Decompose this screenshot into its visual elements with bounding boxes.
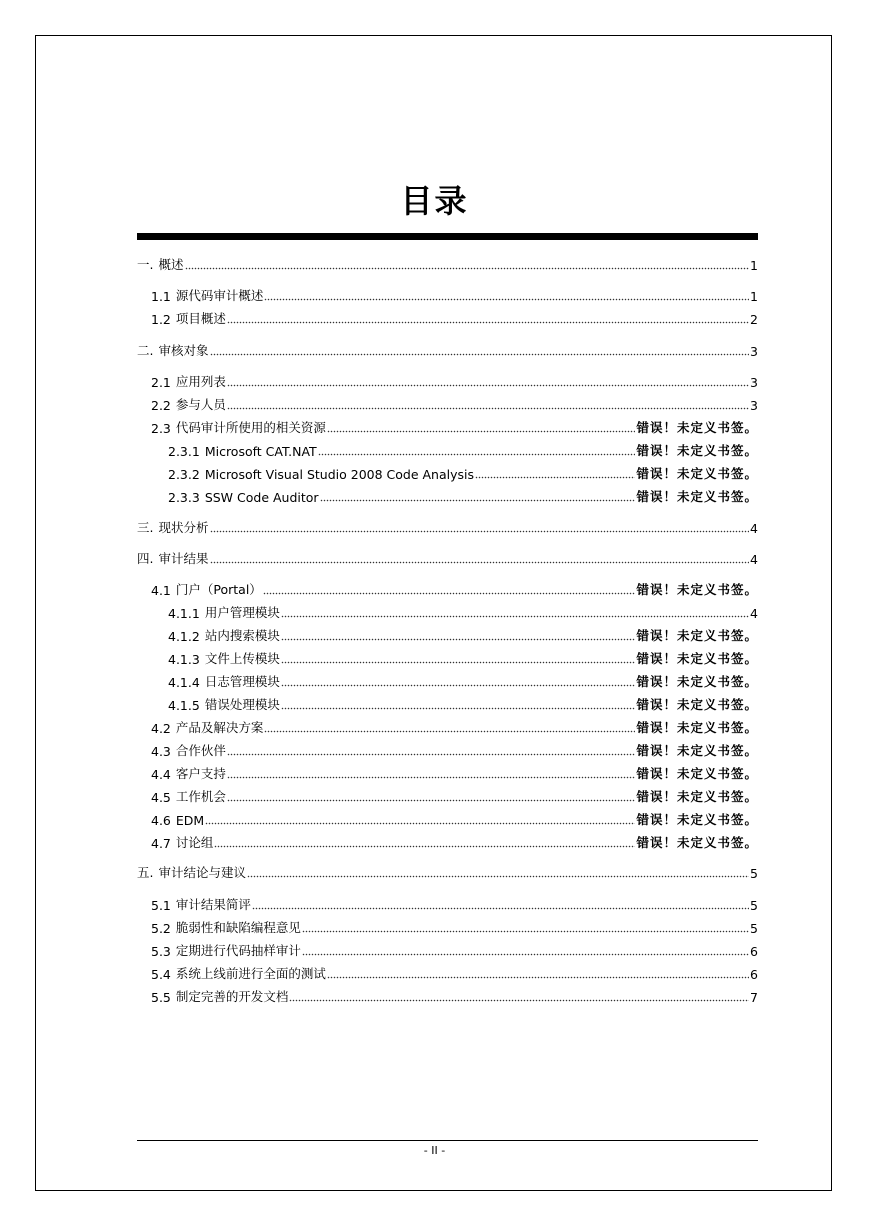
toc-entry[interactable] — [168, 601, 758, 621]
toc-entry-page: 错误！未定义书签。 — [636, 697, 758, 712]
toc-entry-title: SSW Code Auditor — [204, 490, 319, 505]
toc-entry[interactable] — [137, 861, 758, 881]
toc-entry-number: 2.3 — [151, 421, 171, 436]
dot-leader — [210, 346, 750, 356]
toc-entry-number: 4.6 — [151, 813, 171, 828]
toc-entry-number: 一. — [137, 257, 154, 272]
toc-entry-page: 错误！未定义书签。 — [636, 443, 758, 458]
toc-entry[interactable] — [151, 916, 758, 936]
toc-entry-page: 错误！未定义书签。 — [636, 743, 758, 758]
toc-entry-page: 2 — [750, 312, 758, 327]
toc-entry-number: 5.2 — [151, 921, 171, 936]
toc-entry[interactable] — [137, 547, 758, 567]
toc-entry[interactable] — [137, 516, 758, 536]
toc-entry-title: 工作机会 — [175, 789, 226, 804]
toc-entry[interactable] — [168, 462, 758, 482]
toc-entry-number: 4.1.5 — [168, 698, 200, 713]
toc-entry-page: 5 — [750, 898, 758, 913]
toc-entry[interactable] — [151, 893, 758, 913]
toc-entry-title: 审计结果 — [158, 551, 209, 566]
toc-entry-title: 制定完善的开发文档 — [175, 989, 289, 1004]
toc-entry[interactable] — [151, 762, 758, 782]
toc-entry[interactable] — [168, 624, 758, 644]
toc-entry[interactable] — [168, 670, 758, 690]
toc-entry-title: 系统上线前进行全面的测试 — [175, 966, 326, 981]
toc-entry[interactable] — [151, 831, 758, 851]
toc-entry-page: 6 — [750, 944, 758, 959]
toc-entry[interactable] — [151, 393, 758, 413]
toc-title: 目录 — [400, 182, 469, 220]
toc-entry[interactable] — [151, 939, 758, 959]
toc-entry-number: 三. — [137, 520, 154, 535]
toc-entry-page: 3 — [750, 344, 758, 359]
toc-entry-number: 2.3.3 — [168, 490, 200, 505]
footer-rule — [137, 1140, 758, 1141]
toc-entry[interactable] — [151, 962, 758, 982]
title-rule — [137, 233, 758, 240]
toc-entry-number: 2.3.1 — [168, 444, 200, 459]
toc-entry-page: 4 — [750, 606, 758, 621]
toc-entry-page: 3 — [750, 375, 758, 390]
toc-entry-page: 错误！未定义书签。 — [636, 628, 758, 643]
toc-entry[interactable] — [151, 370, 758, 390]
toc-entry-title: 日志管理模块 — [204, 674, 280, 689]
dot-leader — [281, 700, 636, 710]
toc-entry-title: 站内搜索模块 — [204, 628, 280, 643]
toc-entry-number: 2.1 — [151, 375, 171, 390]
toc-entry-title: 用户管理模块 — [204, 605, 280, 620]
toc-entry-page: 错误！未定义书签。 — [636, 674, 758, 689]
toc-entry[interactable] — [151, 785, 758, 805]
page-number: - II - — [423, 1144, 446, 1157]
toc-entry-number: 四. — [137, 551, 154, 566]
toc-entry-number: 1.1 — [151, 289, 171, 304]
dot-leader — [327, 423, 636, 433]
toc-entry-page: 错误！未定义书签。 — [636, 720, 758, 735]
toc-entry-title: 产品及解决方案 — [175, 720, 264, 735]
dot-leader — [302, 923, 749, 933]
toc-entry[interactable] — [151, 307, 758, 327]
toc-entry-number: 5.1 — [151, 898, 171, 913]
toc-entry-page: 错误！未定义书签。 — [636, 466, 758, 481]
dot-leader — [205, 815, 635, 825]
toc-entry-title: 源代码审计概述 — [175, 288, 264, 303]
toc-entry-page: 错误！未定义书签。 — [636, 812, 758, 827]
toc-entry-number: 二. — [137, 343, 154, 358]
toc-entry-page: 7 — [750, 990, 758, 1005]
dot-leader — [227, 400, 749, 410]
toc-entry-title: 代码审计所使用的相关资源 — [175, 420, 326, 435]
toc-entry-title: 门户（Portal） — [175, 582, 262, 597]
dot-leader — [227, 769, 636, 779]
toc-entry-title: 参与人员 — [175, 397, 226, 412]
toc-entry-page: 6 — [750, 967, 758, 982]
toc-entry[interactable] — [168, 485, 758, 505]
toc-entry[interactable] — [151, 808, 758, 828]
toc-entry-number: 4.2 — [151, 721, 171, 736]
toc-entry-page: 错误！未定义书签。 — [636, 789, 758, 804]
dot-leader — [247, 868, 749, 878]
toc-entry-page: 3 — [750, 398, 758, 413]
dot-leader — [327, 969, 749, 979]
toc-entry-page: 4 — [750, 521, 758, 536]
toc-entry-title: 合作伙伴 — [175, 743, 226, 758]
toc-entry-title: 客户支持 — [175, 766, 226, 781]
dot-leader — [302, 946, 749, 956]
toc-entry-title: 审计结论与建议 — [158, 865, 246, 880]
toc-entry[interactable] — [151, 578, 758, 598]
toc-entry-page: 错误！未定义书签。 — [636, 582, 758, 597]
dot-leader — [289, 992, 749, 1002]
toc-entry-page: 1 — [750, 258, 758, 273]
toc-entry-title: 讨论组 — [175, 835, 214, 850]
toc-entry[interactable] — [151, 739, 758, 759]
toc-entry-title: 概述 — [158, 257, 184, 272]
toc-entry-title: 审计结果简评 — [175, 897, 251, 912]
toc-entry-number: 4.4 — [151, 767, 171, 782]
toc-entry-title: 应用列表 — [175, 374, 226, 389]
toc-entry-title: 定期进行代码抽样审计 — [175, 943, 301, 958]
toc-entry-number: 5.4 — [151, 967, 171, 982]
toc-entry-number: 4.7 — [151, 836, 171, 851]
toc-entry[interactable] — [137, 339, 758, 359]
toc-entry-number: 五. — [137, 865, 154, 880]
toc-entry-page: 4 — [750, 552, 758, 567]
toc-entry-title: 审核对象 — [158, 343, 209, 358]
dot-leader — [227, 792, 636, 802]
dot-leader — [227, 314, 749, 324]
toc-entry-page: 5 — [750, 921, 758, 936]
toc-entry-page: 错误！未定义书签。 — [636, 420, 758, 435]
toc-entry-number: 5.3 — [151, 944, 171, 959]
toc-entry[interactable] — [151, 716, 758, 736]
toc-entry-title: 现状分析 — [158, 520, 209, 535]
toc-entry-title: EDM — [175, 813, 205, 828]
toc-entry-title: 项目概述 — [175, 311, 226, 326]
toc-entry-number: 4.1.2 — [168, 629, 200, 644]
dot-leader — [264, 723, 635, 733]
toc-entry-title: 文件上传模块 — [204, 651, 280, 666]
toc-entry-number: 2.3.2 — [168, 467, 200, 482]
toc-entry-page: 错误！未定义书签。 — [636, 489, 758, 504]
toc-entry-page: 错误！未定义书签。 — [636, 835, 758, 850]
toc-entry-number: 4.3 — [151, 744, 171, 759]
toc-entry-page: 5 — [750, 866, 758, 881]
dot-leader — [281, 631, 636, 641]
dot-leader — [185, 260, 750, 270]
toc-entry-page: 1 — [750, 289, 758, 304]
toc-entry-title: Microsoft Visual Studio 2008 Code Analysis — [204, 467, 475, 482]
toc-entry-page: 错误！未定义书签。 — [636, 766, 758, 781]
toc-entry-title: 错误处理模块 — [204, 697, 280, 712]
toc-entry[interactable] — [151, 284, 758, 304]
toc-entry[interactable] — [151, 416, 758, 436]
dot-leader — [263, 585, 636, 595]
toc-entry-page: 错误！未定义书签。 — [636, 651, 758, 666]
toc-entry-number: 4.1 — [151, 583, 171, 598]
toc-entry[interactable] — [168, 647, 758, 667]
dot-leader — [318, 446, 636, 456]
toc-entry-number: 5.5 — [151, 990, 171, 1005]
dot-leader — [264, 291, 749, 301]
toc-entry-number: 1.2 — [151, 312, 171, 327]
toc-entry-number: 4.1.4 — [168, 675, 200, 690]
dot-leader — [227, 377, 749, 387]
dot-leader — [281, 608, 749, 618]
dot-leader — [281, 654, 636, 664]
dot-leader — [475, 469, 635, 479]
dot-leader — [252, 900, 749, 910]
toc-entry-number: 4.5 — [151, 790, 171, 805]
toc-entry-title: Microsoft CAT.NAT — [204, 444, 317, 459]
toc-entry-number: 4.1.1 — [168, 606, 200, 621]
toc-entry[interactable] — [168, 693, 758, 713]
dot-leader — [281, 677, 636, 687]
dot-leader — [320, 492, 636, 502]
toc-entry[interactable] — [137, 253, 758, 273]
toc-entry[interactable] — [168, 439, 758, 459]
toc-entry-number: 2.2 — [151, 398, 171, 413]
dot-leader — [227, 746, 636, 756]
toc-entry-number: 4.1.3 — [168, 652, 200, 667]
dot-leader — [210, 523, 750, 533]
toc-entry-title: 脆弱性和缺陷编程意见 — [175, 920, 301, 935]
toc-entry[interactable] — [151, 985, 758, 1005]
dot-leader — [210, 554, 750, 564]
dot-leader — [214, 838, 635, 848]
